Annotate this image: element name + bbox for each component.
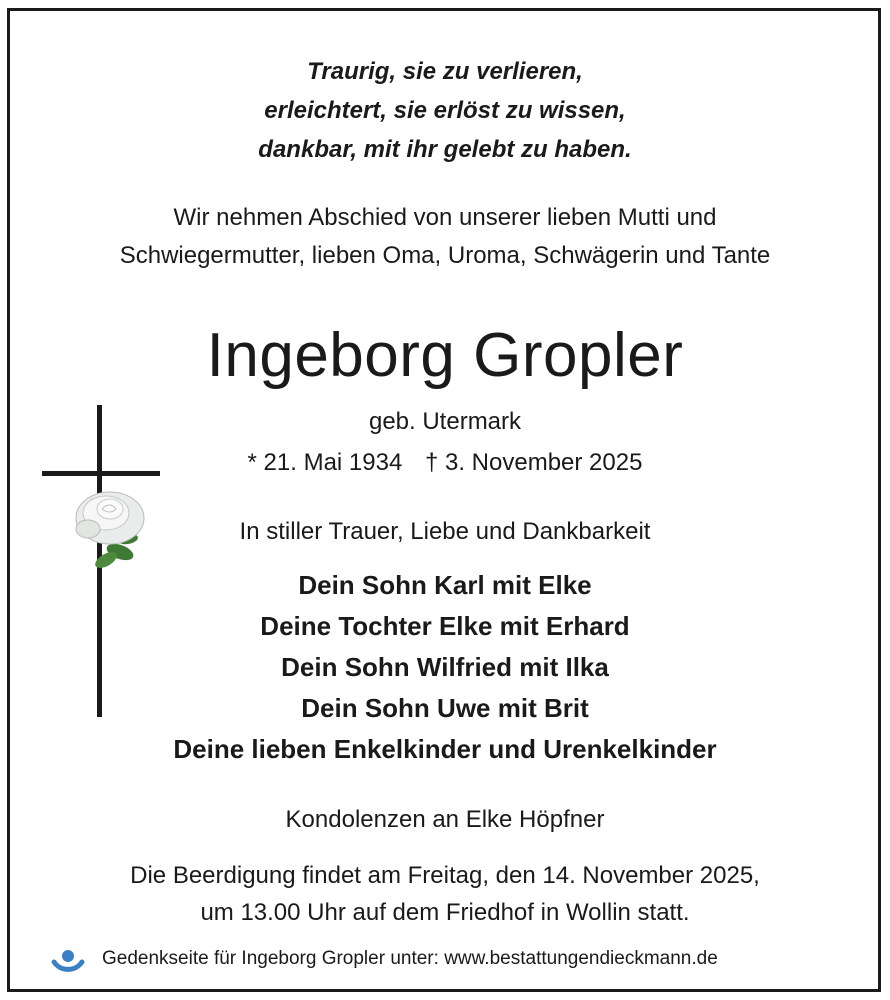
- funeral-info: [0, 857, 890, 931]
- quote: [0, 52, 890, 169]
- birth-date: * 21. Mai 1934: [247, 449, 403, 476]
- intro-line-2: Schwiegermutter, lieben Oma, Uroma, Schwägerin und Tante: [119, 242, 771, 269]
- intro-text: [0, 199, 890, 275]
- intro-line-1: Wir nehmen Abschied von unserer lieben Mutti und: [173, 204, 717, 231]
- family-member-1: Dein Sohn Karl mit Elke: [298, 570, 592, 600]
- quote-line-2: erleichtert, sie erlöst zu wissen,: [264, 97, 626, 124]
- deceased-name: Ingeborg Gropler: [206, 321, 684, 390]
- death-date: † 3. November 2025: [424, 449, 643, 476]
- funeral-line-1: Die Beerdigung findet am Freitag, den 14. November 2025,: [130, 862, 760, 889]
- memorial-page-link[interactable]: Gedenkseite für Ingeborg Gropler unter: www.bestattungendieckmann.de: [102, 948, 718, 969]
- family-member-3: Dein Sohn Wilfried mit Ilka: [281, 652, 609, 682]
- mourning-line: In stiller Trauer, Liebe und Dankbarkeit: [239, 518, 651, 545]
- quote-line-3: dankbar, mit ihr gelebt zu haben.: [258, 136, 632, 163]
- quote-line-1: Traurig, sie zu verlieren,: [307, 58, 583, 85]
- family-member-5: Deine lieben Enkelkinder und Urenkelkinder: [173, 734, 717, 764]
- family-member-2: Deine Tochter Elke mit Erhard: [260, 611, 630, 641]
- family-list: [0, 565, 890, 770]
- funeral-line-2: um 13.00 Uhr auf dem Friedhof in Wollin statt.: [200, 899, 690, 926]
- birth-name: geb. Utermark: [368, 408, 522, 435]
- condolence-note: Kondolenzen an Elke Höpfner: [285, 806, 605, 833]
- memorial-logo-icon: [48, 942, 88, 980]
- family-member-4: Dein Sohn Uwe mit Brit: [301, 693, 589, 723]
